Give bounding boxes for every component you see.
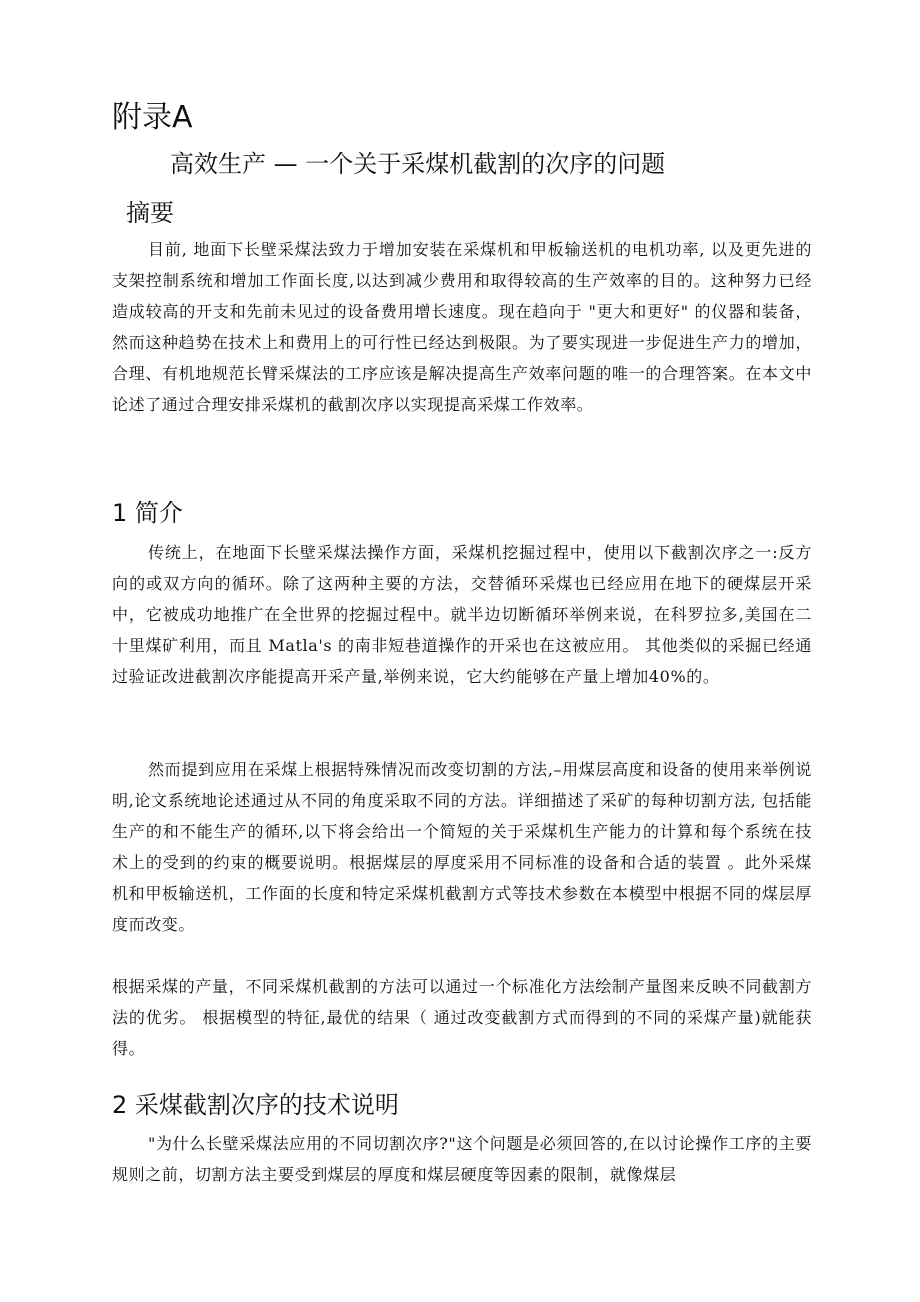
abstract-paragraph: 目前, 地面下长壁采煤法致力于增加安装在采煤机和甲板输送机的电机功率, 以及更先进的支架控制系统和增加工作面长度,以达到减少费用和取得较高的生产效率的目的。这种努力已经造成较高的开支和先前未见过的设备费用增长速度。现在趋向于 "更大和更好" 的仪器和装备，然而这种趋势在技术上和费用上的可行性已经达到极限。为了要实现进一步促进生产力的增加，合理、有机地规范长臂采煤法的工序应该是解决提高生产效率问题的唯一的合理答案。在本文中论述了通过合理安排采煤机的截割次序以实现提高采煤工作效率。 <box>112 240 812 414</box>
section-1-paragraph-1: 传统上，在地面下长壁采煤法操作方面，采煤机挖掘过程中，使用以下截割次序之一:反方向的或双方向的循环。除了这两种主要的方法，交替循环采煤也已经应用在地下的硬煤层开采中，它被成功地推广在全世界的挖掘过程中。就半边切断循环举例来说，在科罗拉多,美国在二十里煤矿利用，而且 Matla's 的南非短巷道操作的开采也在这被应用。 其他类似的采掘已经通过验证改进截割次序能提高开采产量,举例来说，它大约能够在产量上增加40%的。 <box>112 543 812 686</box>
section-1-paragraph-3: 根据采煤的产量，不同采煤机截割的方法可以通过一个标准化方法绘制产量图来反映不同截割方法的优劣。 根据模型的特征,最优的结果（ 通过改变截割方式而得到的不同的采煤产量)就能获得。 <box>112 977 812 1058</box>
section-1-heading: 1 简介 <box>112 499 183 527</box>
section-1-paragraph-2: 然而提到应用在采煤上根据特殊情况而改变切割的方法,–用煤层高度和设备的使用来举例说明,论文系统地论述通过从不同的角度采取不同的方法。详细描述了采矿的每种切割方法, 包括能生产的和不能生产的循环,以下将会给出一个简短的关于采煤机生产能力的计算和每个系统在技术上的受到的约束的概要说明。根据煤层的厚度采用不同标准的设备和合适的装置 。此外采煤机和甲板输送机，工作面的长度和特定采煤机截割方式等技术参数在本模型中根据不同的煤层厚度而改变。 <box>112 760 812 934</box>
abstract-heading: 摘要 <box>126 199 174 227</box>
section-2-heading: 2 采煤截割次序的技术说明 <box>112 1091 399 1119</box>
document-title: 高效生产 — 一个关于采煤机截割的次序的问题 <box>170 150 666 178</box>
appendix-title: 附录A <box>112 100 193 135</box>
section-2-paragraph-1: "为什么长壁采煤法应用的不同切割次序?"这个问题是必须回答的,在以讨论操作工序的主要规则之前，切割方法主要受到煤层的厚度和煤层硬度等因素的限制，就像煤层 <box>112 1134 812 1184</box>
